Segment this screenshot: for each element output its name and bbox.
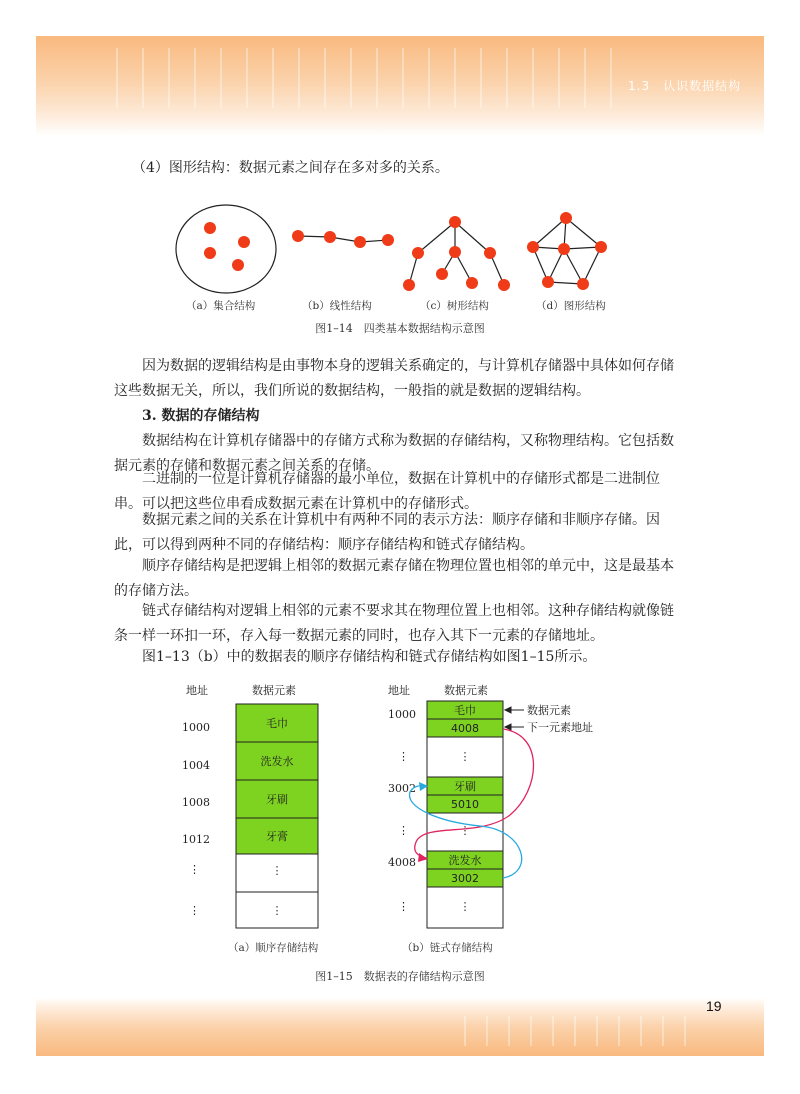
seq-cell-5: ⋮ xyxy=(271,864,283,877)
section-header: 1.3 认识数据结构 xyxy=(628,79,742,93)
link-ellipsis-3: ⋮ xyxy=(459,900,471,913)
annot-data-element: 数据元素 xyxy=(527,704,571,717)
link-node3-data: 洗发水 xyxy=(448,854,482,867)
annot-next-address: 下一元素地址 xyxy=(527,721,593,734)
paragraph-logical-structure: 因为数据的逻辑结构是由事物本身的逻辑关系确定的，与计算机存储器中具体如何存储这些数据无关，所以，我们所说的数据结构，一般指的就是数据的逻辑结构。 xyxy=(114,358,674,399)
link-node2-data: 牙刷 xyxy=(454,780,476,793)
link-node2-next: 5010 xyxy=(451,798,479,811)
link-node3-next: 3002 xyxy=(451,872,479,885)
seq-cell-4: 牙膏 xyxy=(266,830,288,843)
link-node1-data: 毛巾 xyxy=(454,704,476,717)
seq-header-elem: 数据元素 xyxy=(252,684,296,697)
seq-addr-4: 1012 xyxy=(182,833,210,846)
linked-table xyxy=(388,701,503,928)
link-ellipsis-1: ⋮ xyxy=(459,750,471,763)
paragraph-linked: 链式存储结构对逻辑上相邻的元素不要求其在物理位置上也相邻。这种存储结构就像链条一样一环扣一环，存入每一数据元素的同时，也存入其下一元素的存储地址。 xyxy=(114,603,674,644)
seq-cell-2: 洗发水 xyxy=(260,755,294,768)
seq-addr-1: 1000 xyxy=(182,721,210,734)
fig14-caption: 图1–14 四类基本数据结构示意图 xyxy=(315,322,485,335)
paragraph-two-methods: 数据元素之间的关系在计算机中有两种不同的表示方法：顺序存储和非顺序存储。因此，可以得到两种不同的存储结构：顺序存储结构和链式存储结构。 xyxy=(114,512,660,553)
fig15-caption: 图1–15 数据表的存储结构示意图 xyxy=(315,970,485,983)
paragraph-figure-ref: 图1–13（b）中的数据表的顺序存储结构和链式存储结构如图1–15所示。 xyxy=(142,649,597,665)
link-header-addr: 地址 xyxy=(388,684,410,697)
fig15-sub-a: （a）顺序存储结构 xyxy=(228,942,319,954)
seq-cell-3: 牙刷 xyxy=(266,793,288,806)
link-addr-1: 1000 xyxy=(388,708,416,721)
seq-cell-6: ⋮ xyxy=(271,904,283,917)
fig15-sub-b: （b）链式存储结构 xyxy=(402,942,493,954)
fig14-sub-b: （b）线性结构 xyxy=(302,300,372,312)
fig14-sub-a: （a）集合结构 xyxy=(186,300,256,312)
seq-addr-6: ⋮ xyxy=(189,904,200,917)
link-addr-4: ⋮ xyxy=(398,824,409,837)
link-addr-5: 4008 xyxy=(388,856,416,869)
seq-cell-1: 毛巾 xyxy=(266,717,288,730)
fig14-sub-c: （c）树形结构 xyxy=(420,300,489,312)
seq-header-addr: 地址 xyxy=(186,684,208,697)
link-header-elem: 数据元素 xyxy=(444,684,488,697)
paragraph-sequential: 顺序存储结构是把逻辑上相邻的数据元素存储在物理位置也相邻的单元中，这是最基本的存储方法。 xyxy=(114,558,674,599)
graph-structure-intro: （4）图形结构：数据元素之间存在多对多的关系。 xyxy=(132,160,449,176)
section-heading-storage: 3. 数据的存储结构 xyxy=(142,408,260,424)
seq-addr-2: 1004 xyxy=(182,759,210,772)
page-number: 19 xyxy=(706,998,722,1014)
link-addr-3: 3002 xyxy=(388,782,416,795)
paragraph-storage-definition: 数据结构在计算机存储器中的存储方式称为数据的存储结构，又称物理结构。它包括数据元素的存储和数据元素之间关系的存储。 xyxy=(114,433,674,474)
seq-addr-3: 1008 xyxy=(182,796,210,809)
paragraph-binary: 二进制的一位是计算机存储器的最小单位，数据在计算机中的存储形式都是二进制位串。可以把这些位串看成数据元素在计算机中的存储形式。 xyxy=(114,471,660,512)
footer-banner xyxy=(36,998,764,1056)
link-addr-6: ⋮ xyxy=(398,900,409,913)
annotations xyxy=(505,707,524,730)
sequential-table xyxy=(182,704,318,928)
link-addr-2: ⋮ xyxy=(398,750,409,763)
seq-addr-5: ⋮ xyxy=(189,863,200,876)
fig14-sub-d: （d）图形结构 xyxy=(536,300,606,312)
link-node1-next: 4008 xyxy=(451,722,479,735)
link-ellipsis-2: ⋮ xyxy=(459,824,471,837)
